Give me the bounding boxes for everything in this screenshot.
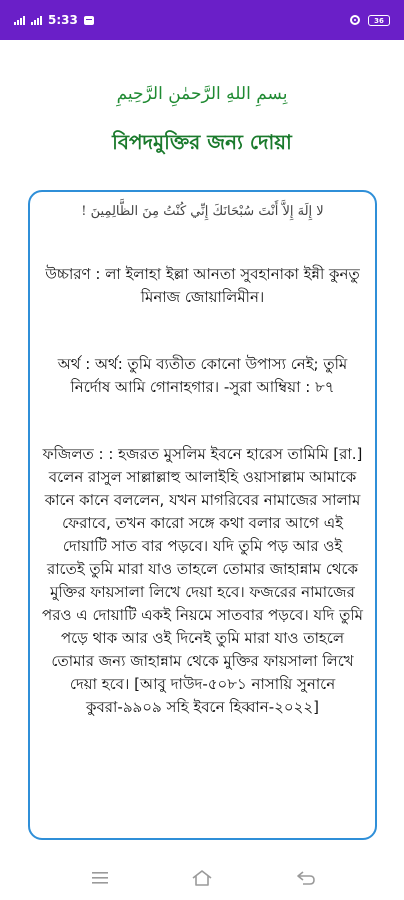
status-right xyxy=(350,0,390,40)
battery-level: 36 xyxy=(374,16,384,25)
virtue-text: ফজিলত : : হজরত মুসলিম ইবনে হারেস তামিমি [রা.] বলেন রাসুল সাল্লাল্লাহু আলাইহি ওয়াসাল্লাম আমাকে কানে কানে বললেন, যখন মাগরিবের নামাজের সালাম ফেরাবে, তখন কারো সঙ্গে কথা বলার আগে এই দোয়াটি সাত বার পড়বে। যদি তুমি পড় আর ওই রাতেই তুমি মারা যাও তাহলে তোমার জাহান্নাম থেকে মুক্তির ফায়সালা লিখে দেয়া হবে। ফজরের নামাজের পরও এ দোয়াটি একই নিয়মে সাতবার পড়বে। যদি তুমি পড়ে থাক আর ওই দিনেই তুমি মারা যাও তাহলে তোমার জন্য জাহান্নাম থেকে মুক্তির ফায়সালা লিখে দেয়া হবে। [আবু দাউদ-৫০৮১ নাসায়ি সুনানে কুবরা-৯৯০৯ সহি ইবনে হিব্বান-২০২২] xyxy=(42,445,363,716)
home-button[interactable] xyxy=(190,866,214,890)
back-button[interactable] xyxy=(294,866,318,890)
battery-icon xyxy=(368,15,390,26)
recent-apps-button[interactable] xyxy=(88,866,112,890)
menu-icon xyxy=(90,870,110,886)
arabic-dua: لا إِلَهَ إِلاَّ أَنْتَ سُبْحَانَكَ إِنِّي كُنْتُ مِنَ الظَّالِمِينَ ! xyxy=(81,204,324,219)
message-icon xyxy=(84,16,94,25)
status-bar xyxy=(0,0,404,40)
signal-icon xyxy=(14,15,25,25)
status-time: 5:33 xyxy=(48,13,78,27)
back-icon xyxy=(295,869,317,887)
home-icon xyxy=(190,868,214,888)
navigation-bar xyxy=(0,856,404,900)
status-left xyxy=(14,0,94,40)
meaning-text: অর্থ : অর্থ: তুমি ব্যতীত কোনো উপাস্য নেই; তুমি নির্দোষ আমি গোনাহগার। -সুরা আম্বিয়া : ৮৭ xyxy=(57,355,348,396)
page-title: বিপদমুক্তির জন্য দোয়া xyxy=(112,130,292,154)
dua-card xyxy=(28,190,377,840)
bismillah-text: بِسمِ اللهِ الرَّحمٰنِ الرَّحِيمِ xyxy=(116,84,288,104)
pronunciation-text: উচ্চারণ : লা ইলাহা ইল্লা আনতা সুবহানাকা ইন্নী কুনতু মিনাজ জোয়ালিমীন। xyxy=(45,265,360,306)
signal-icon-2 xyxy=(31,15,42,25)
hotspot-icon xyxy=(350,15,360,25)
